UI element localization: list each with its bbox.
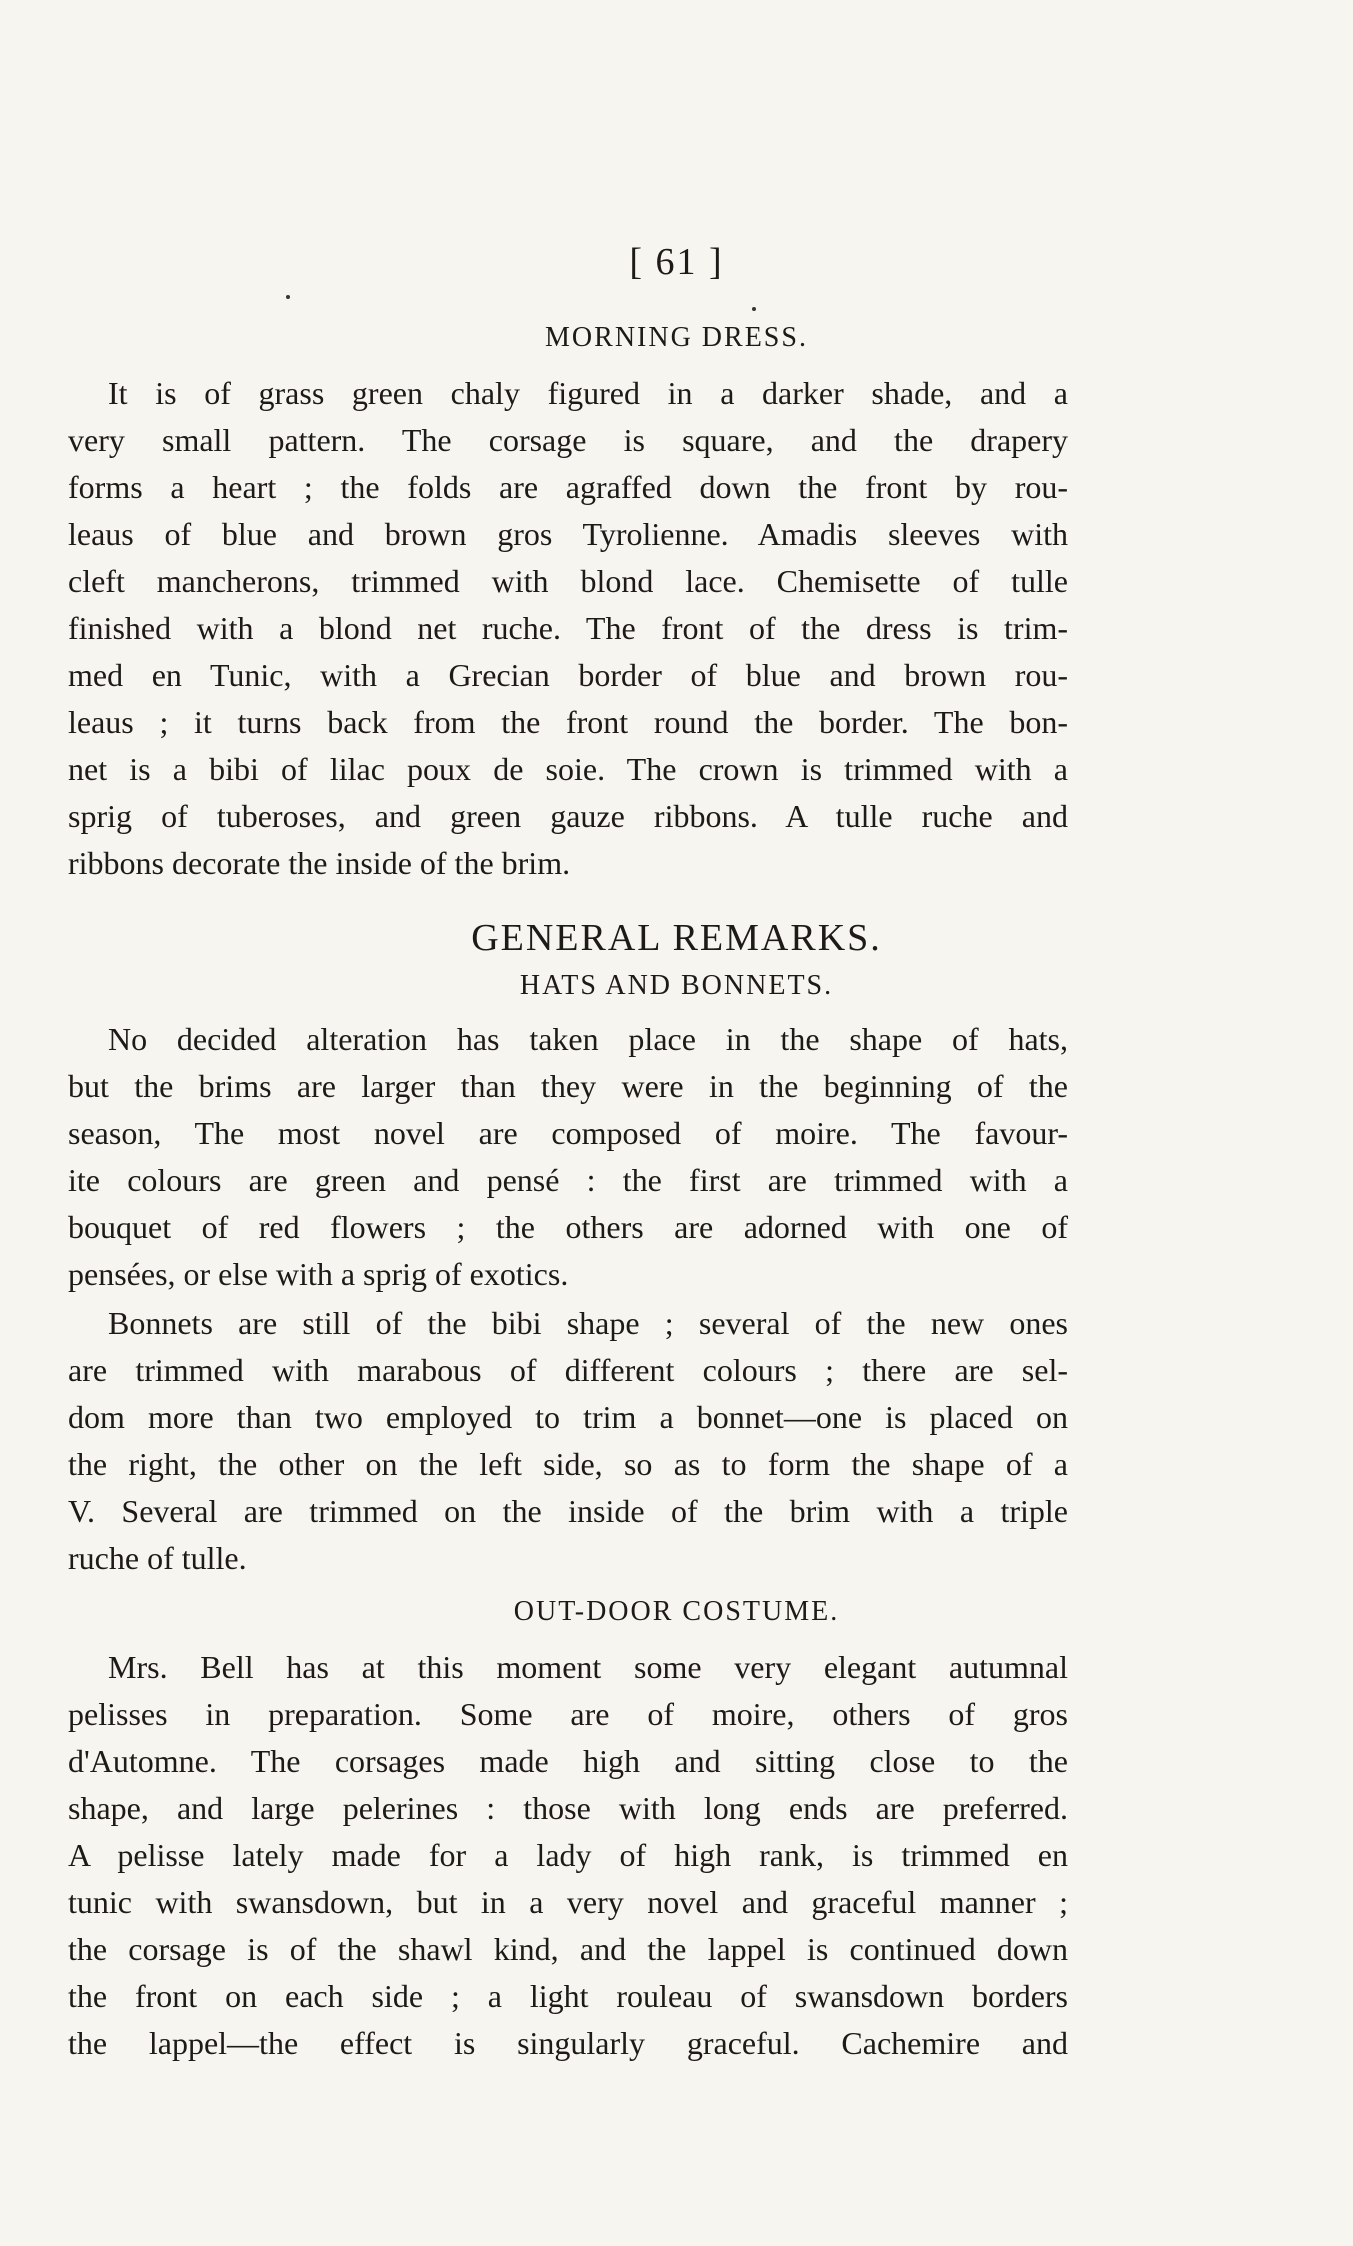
text-line: It is of grass green chaly figured in a darker shade, and a xyxy=(108,375,1068,411)
text-line: Bonnets are still of the bibi shape ; several of the new ones xyxy=(108,1305,1068,1341)
text-line: finished with a blond net ruche. The front of the dress is trim- xyxy=(68,610,1068,646)
text-line: the lappel—the effect is singularly graceful. Cachemire and xyxy=(68,2025,1068,2061)
text-line: sprig of tuberoses, and green gauze ribbons. A tulle ruche and xyxy=(68,798,1068,834)
morning-dress-paragraph xyxy=(68,370,1068,887)
text-line: cleft mancherons, trimmed with blond lace. Chemisette of tulle xyxy=(68,563,1068,599)
print-speck xyxy=(286,295,290,299)
text-line: med en Tunic, with a Grecian border of blue and brown rou- xyxy=(68,657,1068,693)
text-line: ruche of tulle. xyxy=(68,1540,247,1576)
text-line: leaus ; it turns back from the front round the border. The bon- xyxy=(68,704,1068,740)
text-line: the corsage is of the shawl kind, and the lappel is continued down xyxy=(68,1931,1068,1967)
text-line: season, The most novel are composed of moire. The favour- xyxy=(68,1115,1068,1151)
text-line: shape, and large pelerines : those with long ends are preferred. xyxy=(68,1790,1068,1826)
heading-general-remarks: GENERAL REMARKS. xyxy=(471,917,882,959)
heading-morning-dress: MORNING DRESS. xyxy=(545,322,808,353)
out-door-paragraph xyxy=(68,1644,1068,2067)
text-line: the front on each side ; a light rouleau of swansdown borders xyxy=(68,1978,1068,2014)
text-line: A pelisse lately made for a lady of high rank, is trimmed en xyxy=(68,1837,1068,1873)
text-line: pensées, or else with a sprig of exotics. xyxy=(68,1256,569,1292)
text-line: ribbons decorate the inside of the brim. xyxy=(68,845,571,881)
print-speck xyxy=(752,307,756,311)
text-line: d'Automne. The corsages made high and sitting close to the xyxy=(68,1743,1068,1779)
heading-out-door-costume: OUT-DOOR COSTUME. xyxy=(513,1596,840,1627)
text-line: V. Several are trimmed on the inside of the brim with a triple xyxy=(68,1493,1068,1529)
text-line: No decided alteration has taken place in the shape of hats, xyxy=(108,1021,1068,1057)
text-line: are trimmed with marabous of different colours ; there are sel- xyxy=(68,1352,1068,1388)
text-line: bouquet of red flowers ; the others are adorned with one of xyxy=(68,1209,1068,1245)
text-line: tunic with swansdown, but in a very novel and graceful manner ; xyxy=(68,1884,1068,1920)
text-line: pelisses in preparation. Some are of moire, others of gros xyxy=(68,1696,1068,1732)
text-line: dom more than two employed to trim a bonnet—one is placed on xyxy=(68,1399,1068,1435)
bonnets-paragraph xyxy=(68,1300,1068,1582)
text-line: ite colours are green and pensé : the first are trimmed with a xyxy=(68,1162,1068,1198)
text-line: Mrs. Bell has at this moment some very elegant autumnal xyxy=(108,1649,1068,1685)
text-line: forms a heart ; the folds are agraffed down the front by rou- xyxy=(68,469,1068,505)
text-line: the right, the other on the left side, so as to form the shape of a xyxy=(68,1446,1068,1482)
hats-paragraph xyxy=(68,1016,1068,1298)
text-line: net is a bibi of lilac poux de soie. The crown is trimmed with a xyxy=(68,751,1068,787)
text-line: leaus of blue and brown gros Tyrolienne. Amadis sleeves with xyxy=(68,516,1068,552)
text-line: but the brims are larger than they were in the beginning of the xyxy=(68,1068,1068,1104)
text-line: very small pattern. The corsage is square, and the drapery xyxy=(68,422,1068,458)
page-number: [ 61 ] xyxy=(629,241,724,283)
subheading-hats-and-bonnets: HATS AND BONNETS. xyxy=(519,970,834,1001)
